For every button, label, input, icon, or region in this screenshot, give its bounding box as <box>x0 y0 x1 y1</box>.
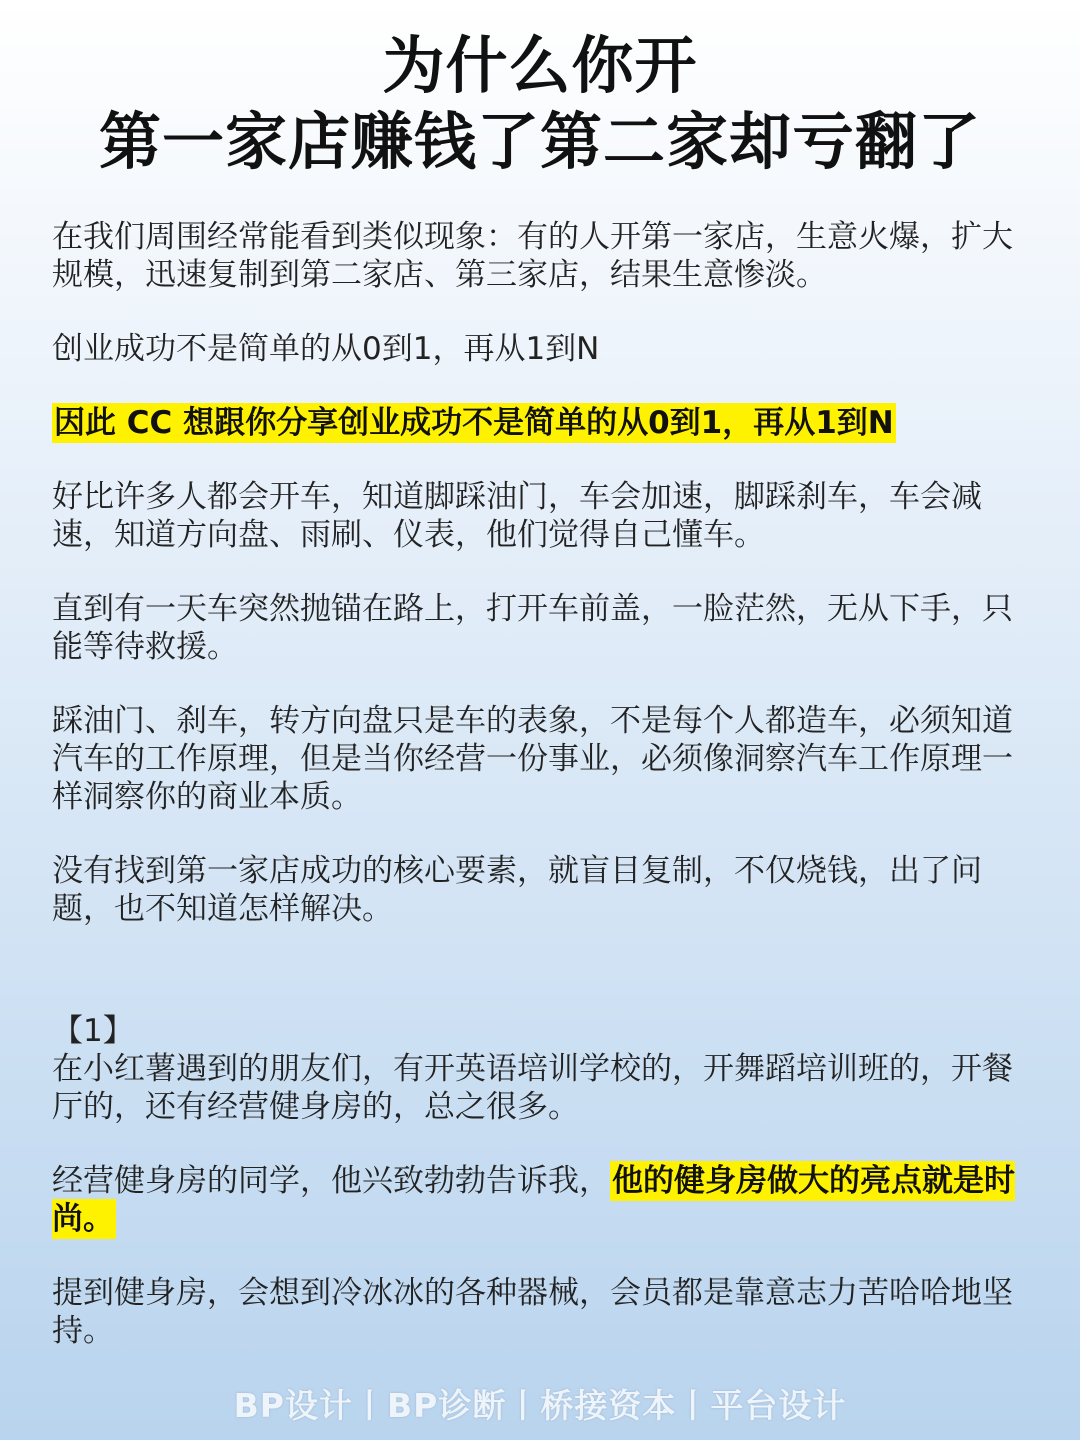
page-title <box>0 28 1080 180</box>
paragraph-friends: 在小红薯遇到的朋友们，有开英语培训学校的，开舞蹈培训班的，开餐厅的，还有经营健身房的，总之很多。 <box>52 1051 1013 1125</box>
paragraph-car-analogy: 好比许多人都会开车，知道脚踩油门，车会加速，脚踩刹车，车会减速，知道方向盘、雨刷、仪表，他们觉得自己懂车。 <box>52 479 982 553</box>
footer-tagline: BP设计丨BP诊断丨桥接资本丨平台设计 <box>233 1386 847 1425</box>
paragraph-intro: 在我们周围经常能看到类似现象：有的人开第一家店，生意火爆，扩大规模，迅速复制到第二家店、第三家店，结果生意惨淡。 <box>52 219 1013 293</box>
article-body <box>52 218 1042 1386</box>
gym-plain-text: 经营健身房的同学，他兴致勃勃告诉我， <box>52 1163 610 1199</box>
section-marker <box>52 1012 1042 1126</box>
paragraph-principle: 踩油门、刹车，转方向盘只是车的表象，不是每个人都造车，必须知道汽车的工作原理，但是当你经营一份事业，必须像洞察汽车工作原理一样洞察你的商业本质。 <box>52 703 1013 815</box>
paragraph-breakdown: 直到有一天车突然抛锚在路上，打开车前盖，一脸茫然，无从下手，只能等待救援。 <box>52 591 1013 665</box>
paragraph-gym <box>52 1162 1042 1238</box>
title-line-1: 为什么你开 <box>382 29 698 102</box>
paragraph-highlight <box>52 404 1042 442</box>
spacer <box>52 1126 1042 1162</box>
paragraph-thesis: 创业成功不是简单的从0到1，再从1到N <box>52 331 600 367</box>
paragraph-blind-copy: 没有找到第一家店成功的核心要素，就盲目复制，不仅烧钱，出了问题，也不知道怎样解决。 <box>52 853 982 927</box>
paragraph-gym-equipment: 提到健身房，会想到冷冰冰的各种器械，会员都是靠意志力苦哈哈地坚持。 <box>52 1275 1013 1349</box>
gym-highlight-text: 他的健身房做大的亮点就是时尚。 <box>52 1163 1015 1237</box>
section-number: 【1】 <box>52 1013 134 1049</box>
section-spacer <box>52 928 1042 1012</box>
highlighted-text: 因此 CC 想跟你分享创业成功不是简单的从0到1，再从1到N <box>54 405 894 441</box>
title-line-2: 第一家店赚钱了第二家却亏翻了 <box>98 105 981 178</box>
